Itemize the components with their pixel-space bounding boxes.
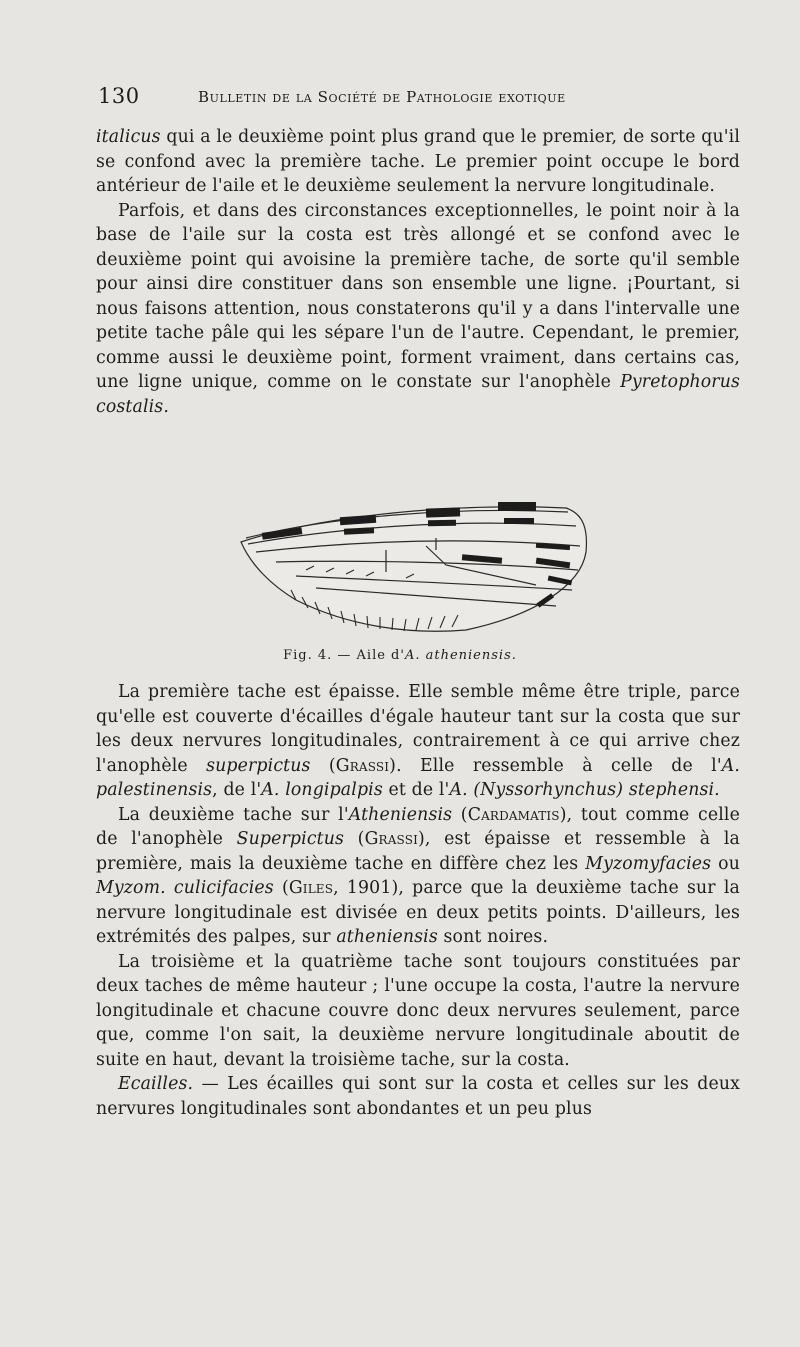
paragraph-text: (	[310, 755, 336, 776]
species-name: Superpictus	[236, 829, 345, 849]
paragraph-text: ). Elle ressemble à celle de l'	[389, 755, 722, 776]
paragraph-text: , 1901), parce que la deuxième tache sur la nervure longitudinale est divisée en deux petits points. D'ailleurs, les extrémités des palpes, sur	[96, 878, 740, 947]
paragraph-text: La deuxième tache sur l'	[118, 804, 349, 825]
species-name: A. (Nyssorhynchus) stephensi.	[449, 780, 720, 800]
species-name: italicus	[96, 127, 161, 147]
caption-prefix: Fig. 4. — Aile d'	[283, 648, 405, 663]
species-name: Myzomyfacies	[585, 853, 712, 874]
author-name: Grassi	[335, 755, 390, 776]
species-name: Pyretophorus costalis.	[96, 372, 740, 417]
author-name: Giles	[288, 878, 334, 898]
paragraph-text: ), tout comme celle de l'anophèle	[96, 804, 740, 849]
paragraph-text: ), est épaisse et ressemble à la première, mais la deuxième tache en diffère chez les	[96, 829, 740, 874]
paragraph-text: — Les écailles qui sont sur la costa et celles sur les deux nervures longitudinales sont abondantes et un peu plus	[96, 1074, 740, 1119]
paragraph-text: ou	[711, 853, 740, 874]
paragraph-2	[96, 199, 740, 420]
wing-illustration	[236, 490, 596, 640]
paragraph-text: sont noires.	[437, 927, 549, 947]
paragraph-text: Parfois, et dans des circonstances exceptionnelles, le point noir à la base de l'aile sur la costa est très allongé et se confond avec le deuxième point qui avoisine la première tache, de sorte qu'il semble pour ainsi dire constituer dans son ensemble une ligne. ¡Pourtant, si nous faisons attention, nous constaterons qu'il y a dans l'intervalle une petite tache pâle qui les sépare l'un de l'autre. Cependant, le premier, comme aussi le deuxième point, forment vraiment, dans certains cas, une ligne unique, comme on le constate sur l'anophèle	[96, 200, 740, 392]
paragraph-text: La première tache est épaisse. Elle semble même être triple, parce qu'elle est couverte d'écailles d'égale hauteur tant sur la costa que sur les deux nervures longitudinales, contrairement à ce qui arrive chez l'anophèle	[96, 682, 740, 776]
figure-caption	[0, 648, 800, 663]
paragraph-text: , de l'	[212, 780, 262, 800]
text-block-bottom	[96, 680, 740, 1121]
paragraph-text: (	[452, 804, 468, 825]
paragraph-5	[96, 950, 740, 1073]
page-number: 130	[98, 84, 140, 108]
text-block-top	[96, 125, 740, 419]
running-header	[98, 84, 738, 112]
paragraph-6	[96, 1072, 740, 1121]
paragraph-1	[96, 125, 740, 199]
paragraph-4	[96, 803, 740, 950]
species-name: A. palestinensis	[96, 755, 741, 800]
paragraph-text: La troisième et la quatrième tache sont toujours constituées par deux taches de même hauteur ; l'une occupe la costa, l'autre la nervure longitudinale et chacune couvre donc deux nervures seulement, parce que, comme l'on sait, la deuxième nervure longitudinale aboutit de suite en haut, devant la troisième tache, sur la costa.	[96, 951, 740, 1070]
author-name: Cardamatis	[467, 804, 560, 825]
paragraph-text: (	[344, 829, 365, 849]
paragraph-text: et de l'	[382, 780, 450, 800]
paragraph-text: qui a le deuxième point plus grand que le premier, de sorte qu'il se confond avec la première tache. Le premier point occupe le bord antérieur de l'aile et le deuxième seulement la nervure longitudinale.	[96, 127, 740, 196]
species-name: A. longipalpis	[261, 780, 383, 800]
species-name: Myzom. culicifacies	[96, 878, 274, 898]
running-title: Bulletin de la Société de Pathologie exotique	[198, 88, 566, 106]
species-name: atheniensis	[336, 927, 438, 947]
paragraph-3	[96, 680, 740, 803]
species-name: Atheniensis	[348, 804, 453, 825]
caption-species: A. atheniensis.	[404, 648, 517, 663]
section-heading: Ecailles.	[118, 1074, 194, 1094]
species-name: superpictus	[206, 755, 311, 776]
paragraph-text: (	[273, 878, 289, 898]
author-name: Grassi	[364, 829, 418, 849]
